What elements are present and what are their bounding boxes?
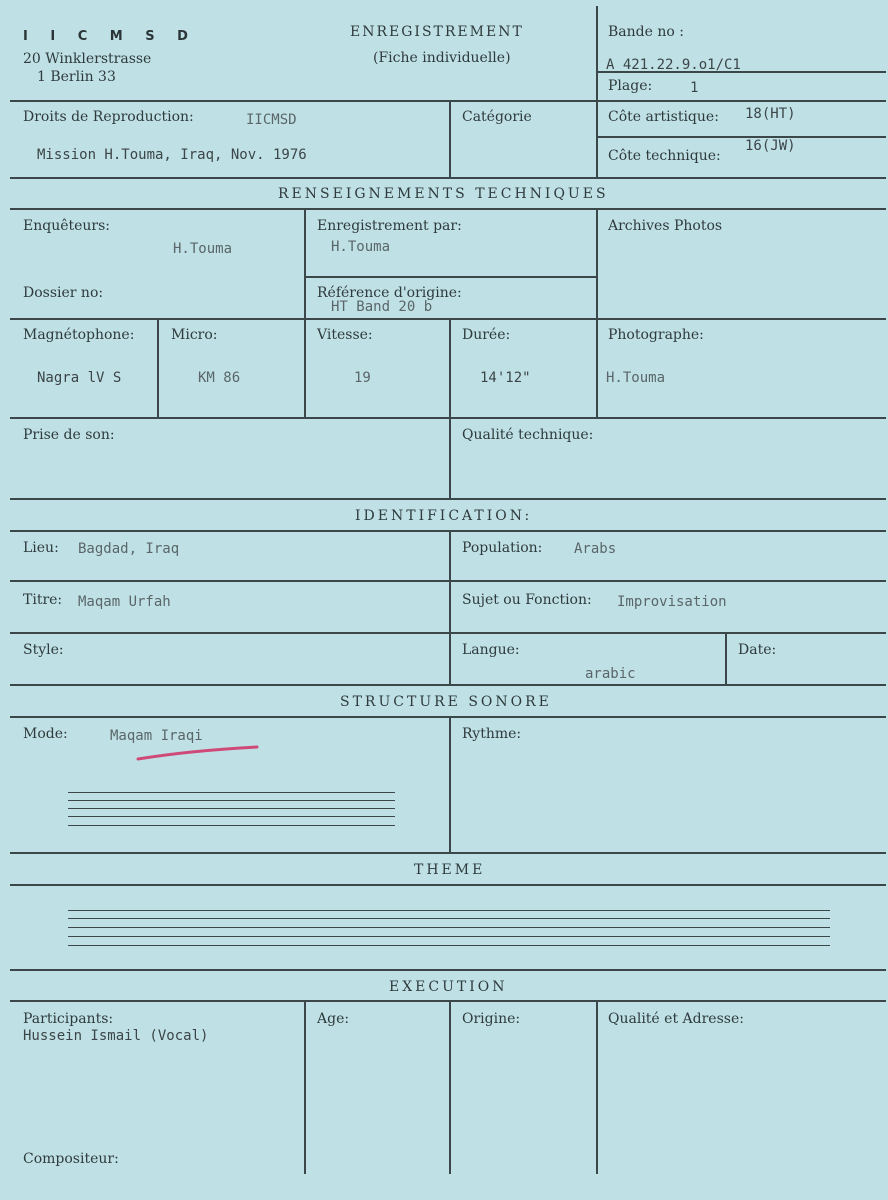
micro-label: Micro: (171, 327, 218, 343)
cote-artistique-value: 18(HT) (745, 106, 796, 122)
mode-label: Mode: (23, 726, 68, 742)
staff-line (68, 927, 830, 928)
rule (304, 208, 306, 418)
rule (304, 276, 596, 278)
rule (449, 530, 451, 684)
section-title-technique: RENSEIGNEMENTS TECHNIQUES (278, 186, 609, 202)
age-label: Age: (317, 1011, 350, 1027)
staff-line (68, 792, 395, 793)
staff-line (68, 800, 395, 801)
sujet-value: Improvisation (617, 594, 727, 610)
cote-technique-label: Côte technique: (608, 148, 721, 164)
categorie-label: Catégorie (462, 109, 532, 125)
micro-value: KM 86 (198, 370, 241, 386)
population-label: Population: (462, 540, 543, 556)
style-label: Style: (23, 642, 64, 658)
rule (10, 884, 886, 886)
rule (10, 100, 886, 102)
section-title-execution: EXECUTION (389, 979, 508, 995)
vitesse-value: 19 (354, 370, 371, 386)
lieu-label: Lieu: (23, 540, 59, 556)
langue-label: Langue: (462, 642, 520, 658)
institute-logo: I I C M S D (23, 29, 197, 44)
archives-label: Archives Photos (608, 218, 723, 234)
population-value: Arabs (574, 541, 617, 557)
magneto-value: Nagra lV S (37, 370, 122, 386)
form-title: ENREGISTREMENT (350, 24, 524, 40)
rule (725, 632, 727, 684)
rule (596, 136, 886, 138)
rule (449, 716, 451, 852)
qualite-adresse-label: Qualité et Adresse: (608, 1011, 744, 1027)
rule (10, 208, 886, 210)
mode-value: Maqam Iraqi (110, 728, 203, 744)
lieu-value: Bagdad, Iraq (78, 541, 180, 557)
staff-line (68, 936, 830, 937)
duree-value: 14'12" (480, 370, 531, 386)
rule (10, 632, 886, 634)
reference-value: HT Band 20 b (331, 299, 433, 315)
staff-line (68, 816, 395, 817)
rule (10, 716, 886, 718)
rule (596, 208, 598, 418)
rule (10, 969, 886, 971)
enqueteurs-value: H.Touma (173, 241, 233, 257)
rule (304, 1000, 306, 1174)
droits-value: IICMSD (246, 112, 297, 128)
sujet-label: Sujet ou Fonction: (462, 592, 592, 608)
rule (10, 852, 886, 854)
langue-value: arabic (585, 666, 636, 682)
rule (449, 100, 451, 177)
photographe-value: H.Touma (606, 370, 666, 386)
section-title-structure: STRUCTURE SONORE (340, 694, 552, 710)
rule (10, 580, 886, 582)
vitesse-label: Vitesse: (317, 327, 373, 343)
cote-technique-value: 16(JW) (745, 138, 796, 154)
rule (449, 318, 451, 498)
address-line-1: 20 Winklerstrasse (23, 51, 152, 67)
droits-label: Droits de Reproduction: (23, 109, 194, 125)
plage-value: 1 (690, 80, 699, 96)
rule (10, 498, 886, 500)
reference-label: Référence d'origine: (317, 285, 462, 301)
staff-line (68, 918, 830, 919)
marker-underline (135, 745, 260, 763)
participants-value: Hussein Ismail (Vocal) (23, 1028, 209, 1044)
bande-value: A 421.22.9.o1/C1 (606, 57, 741, 73)
staff-line (68, 825, 395, 826)
dossier-label: Dossier no: (23, 285, 104, 301)
rule (596, 6, 598, 177)
rule (10, 177, 886, 179)
plage-label: Plage: (608, 78, 653, 94)
cote-artistique-label: Côte artistique: (608, 109, 719, 125)
rule (10, 1000, 886, 1002)
rule (10, 318, 886, 320)
mission-value: Mission H.Touma, Iraq, Nov. 1976 (37, 147, 307, 163)
rule (157, 318, 159, 417)
duree-label: Durée: (462, 327, 511, 343)
rule (10, 684, 886, 686)
staff-line (68, 945, 830, 946)
section-title-theme: THEME (414, 862, 486, 878)
rule (449, 1000, 451, 1174)
origine-label: Origine: (462, 1011, 521, 1027)
section-title-identification: IDENTIFICATION: (355, 508, 533, 524)
enreg-par-value: H.Touma (331, 239, 391, 255)
qualite-label: Qualité technique: (462, 427, 594, 443)
rythme-label: Rythme: (462, 726, 522, 742)
bande-label: Bande no : (608, 24, 684, 40)
address-line-2: 1 Berlin 33 (37, 69, 116, 85)
compositeur-label: Compositeur: (23, 1151, 119, 1167)
magneto-label: Magnétophone: (23, 327, 135, 343)
form-subtitle: (Fiche individuelle) (373, 50, 511, 66)
titre-label: Titre: (23, 592, 63, 608)
rule (10, 530, 886, 532)
staff-line (68, 910, 830, 911)
titre-value: Maqam Urfah (78, 594, 171, 610)
rule (596, 1000, 598, 1174)
date-label: Date: (738, 642, 777, 658)
prise-label: Prise de son: (23, 427, 115, 443)
rule (10, 417, 886, 419)
enqueteurs-label: Enquêteurs: (23, 218, 111, 234)
staff-line (68, 808, 395, 809)
participants-label: Participants: (23, 1011, 114, 1027)
enreg-par-label: Enregistrement par: (317, 218, 462, 234)
photographe-label: Photographe: (608, 327, 704, 343)
